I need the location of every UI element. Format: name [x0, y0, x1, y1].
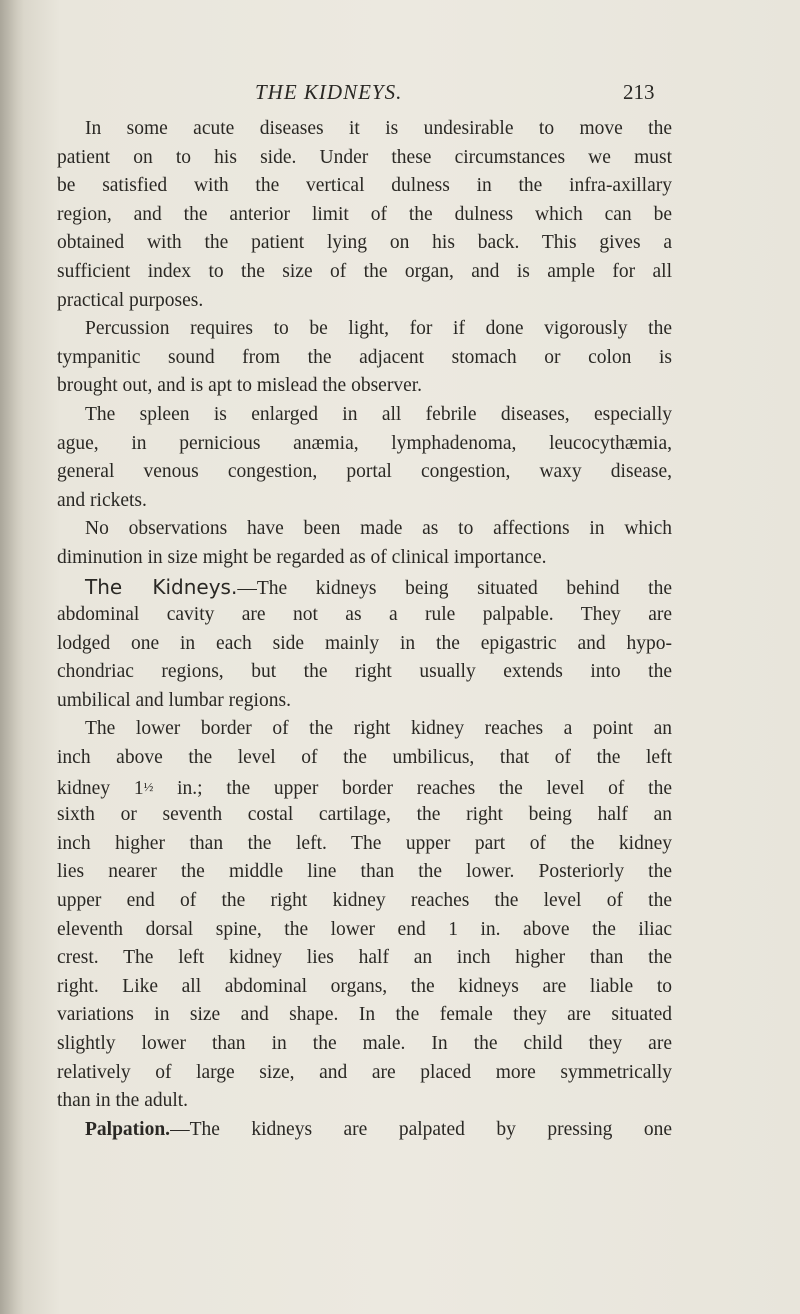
text-line: lodged one in each side mainly in the epigastric and hypo- [57, 632, 672, 654]
running-head [0, 80, 800, 110]
palpation-line [57, 1116, 672, 1145]
text-line: sufficient index to the size of the organ, and is ample for all [57, 260, 672, 282]
kidneys-heading: The Kidneys. [85, 574, 238, 599]
palpation-text: —The kidneys are palpated by pressing one [170, 1118, 672, 1140]
text-line: abdominal cavity are not as a rule palpable. They are [57, 604, 672, 626]
text-line: inch above the level of the umbilicus, that of the left [57, 747, 672, 769]
kidneys-first-line-text: —The kidneys being situated behind the [237, 577, 672, 599]
text-line: relatively of large size, and are placed more symmetrically [57, 1061, 672, 1083]
text-line: obtained with the patient lying on his back. This gives a [57, 232, 672, 254]
palpation-heading: Palpation. [85, 1118, 171, 1140]
text-line: patient on to his side. Under these circumstances we must [57, 146, 672, 168]
text-line: inch higher than the left. The upper part of the kidney [57, 832, 672, 854]
text-line: general venous congestion, portal congestion, waxy disease, [57, 461, 672, 483]
text-line: The lower border of the right kidney reaches a point an [85, 718, 672, 740]
text-line: No observations have been made as to affections in which [85, 518, 672, 540]
page-gutter-shadow [0, 0, 24, 1314]
text-line: slightly lower than in the male. In the child they are [57, 1033, 672, 1054]
text-line: ague, in pernicious anæmia, lymphadenoma, leucocythæmia, [57, 432, 672, 454]
text-line: The spleen is enlarged in all febrile diseases, especially [85, 403, 672, 425]
fraction-half: ½ [143, 778, 154, 794]
body-text [57, 115, 672, 1144]
text-line: upper end of the right kidney reaches the level of the [57, 890, 672, 912]
text-line: practical purposes. [57, 289, 204, 311]
kidney-measure-line [57, 773, 672, 802]
text-line: and rickets. [57, 489, 147, 511]
text-line: tympanitic sound from the adjacent stomach or colon is [57, 346, 672, 368]
text-line: crest. The left kidney lies half an inch higher than the [57, 947, 672, 969]
text-line: In some acute diseases it is undesirable to move the [85, 118, 672, 139]
kidney-measure-end: in.; the upper border reaches the level of the [153, 777, 673, 799]
text-line: than in the adult. [57, 1090, 189, 1112]
kidney-measure-start: kidney 1 [57, 777, 144, 799]
text-line: diminution in size might be regarded as of clinical importance. [57, 546, 547, 568]
text-line: variations in size and shape. In the female they are situated [57, 1004, 672, 1026]
text-line: region, and the anterior limit of the dulness which can be [57, 203, 672, 225]
text-line: umbilical and lumbar regions. [57, 689, 291, 711]
page-number: 213 [623, 80, 655, 104]
text-line: lies nearer the middle line than the lower. Posteriorly the [57, 861, 672, 883]
text-line: eleventh dorsal spine, the lower end 1 in. above the iliac [57, 918, 672, 940]
text-line: chondriac regions, but the right usually extends into the [57, 661, 672, 683]
running-title: THE KIDNEYS. [255, 80, 403, 104]
text-line: brought out, and is apt to mislead the observer. [57, 375, 423, 397]
kidneys-section-first-line [57, 573, 672, 602]
text-line: be satisfied with the vertical dulness in the infra-axillary [57, 175, 672, 197]
text-line: sixth or seventh costal cartilage, the right being half an [57, 804, 672, 826]
text-line: right. Like all abdominal organs, the kidneys are liable to [57, 975, 672, 997]
text-line: Percussion requires to be light, for if done vigorously the [85, 318, 672, 340]
